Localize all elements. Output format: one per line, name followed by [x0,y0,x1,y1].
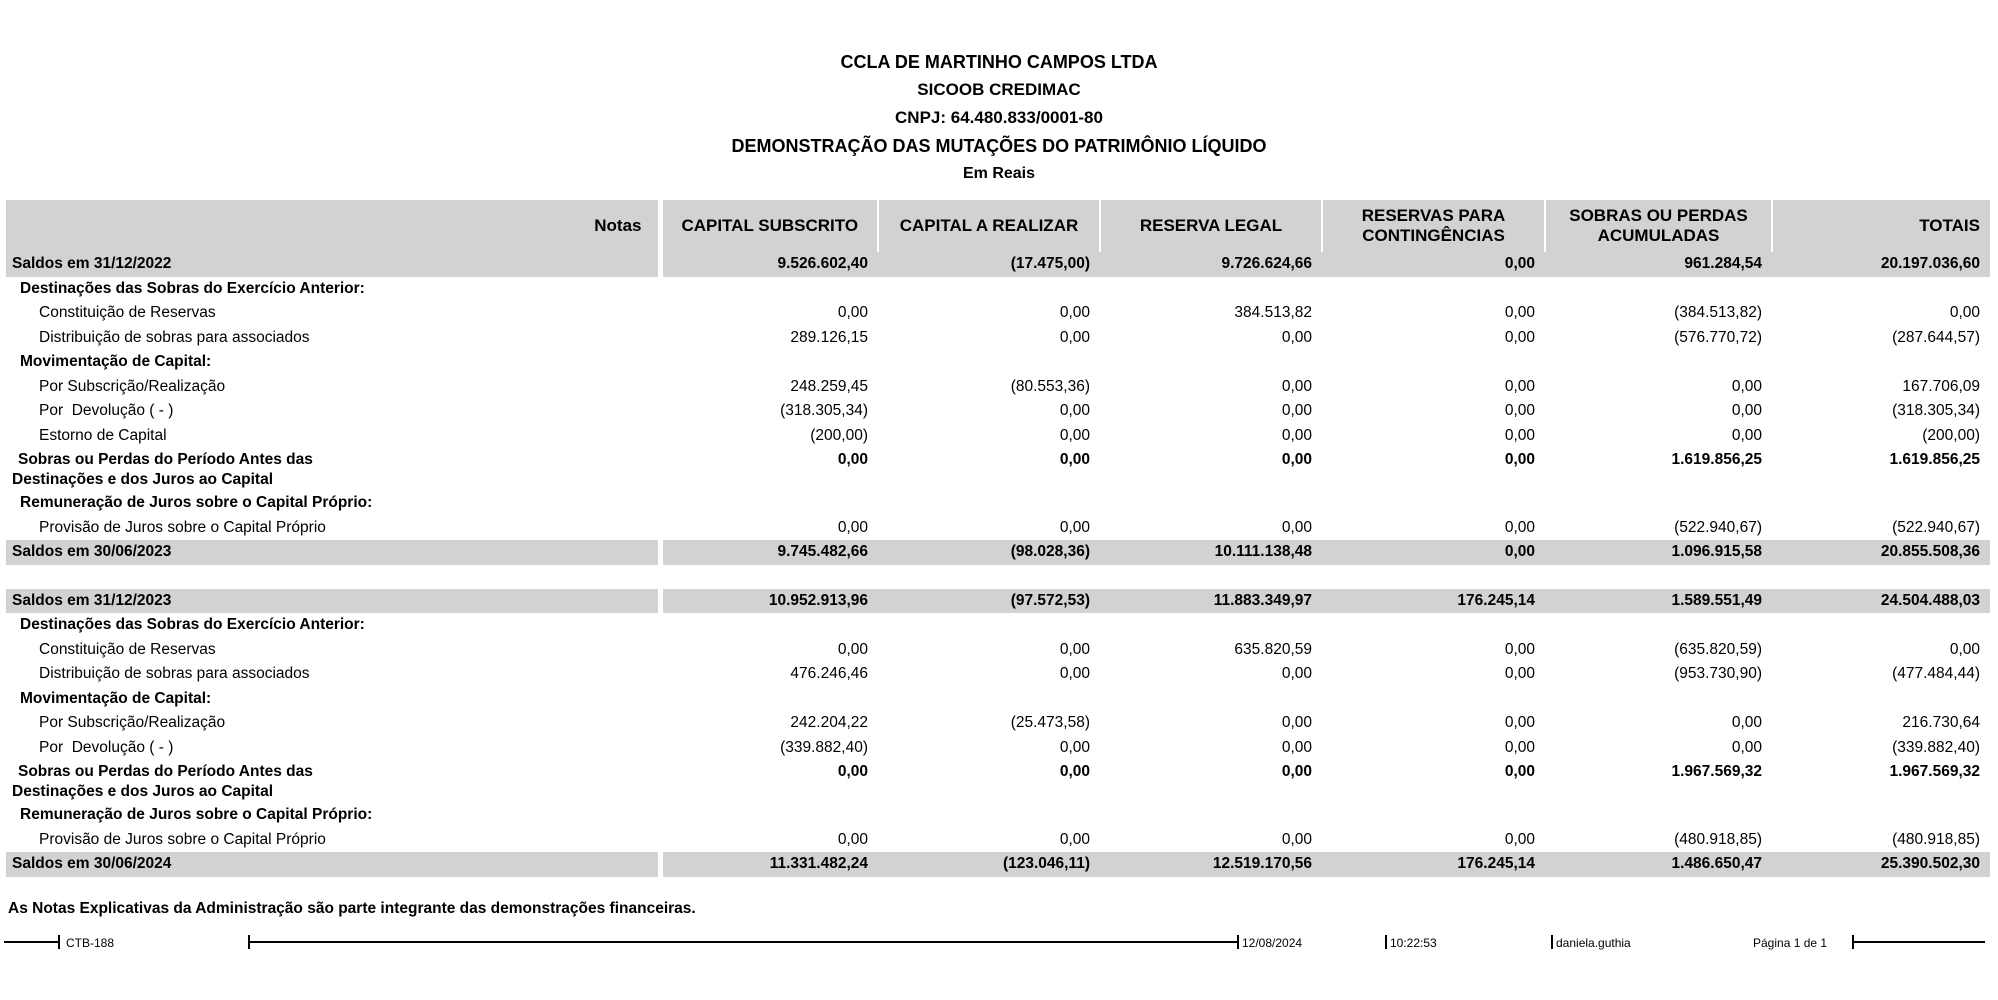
capital-subscrito-cell [660,613,878,638]
capital-subscrito-cell: 0,00 [837,304,868,322]
reservas-contingencias-cell: 0,00 [1504,665,1535,683]
notas-cell [500,760,660,803]
notas-cell [500,277,660,302]
table-row [6,301,1990,326]
capital-subscrito-cell: (200,00) [810,426,868,444]
reserva-legal-cell [1100,687,1322,712]
table-row [6,638,1990,663]
report-header [0,52,1998,192]
capital-subscrito-cell: 9.745.482,66 [660,540,878,565]
notas-cell [500,424,660,449]
capital-a-realizar-cell: 0,00 [1059,640,1090,658]
table-row [6,375,1990,400]
capital-a-realizar-cell [878,350,1100,375]
reserva-legal-cell [1100,803,1322,828]
totais-cell: 0,00 [1949,640,1980,658]
notas-cell [500,828,660,853]
row-label-cell: Destinações das Sobras do Exercício Anterior: [20,616,365,634]
capital-a-realizar-cell: 0,00 [1059,451,1090,468]
reservas-contingencias-cell: 176.245,14 [1322,589,1545,614]
column-header-totais: TOTAIS [1772,200,1990,252]
capital-subscrito-cell [660,491,878,516]
notas-cell [500,516,660,541]
table-row [6,424,1990,449]
totais-cell: (339.882,40) [1892,738,1980,756]
totais-cell: (200,00) [1922,426,1980,444]
capital-subscrito-cell: 248.259,45 [790,377,868,395]
reservas-contingencias-cell: 0,00 [1504,763,1535,780]
row-label-cell: Constituição de Reservas [39,304,216,322]
totais-cell: 1.967.569,32 [1889,763,1980,780]
table-row [6,687,1990,712]
totais-cell: (522.940,67) [1892,518,1980,536]
totais-cell [1772,613,1990,638]
sobras-perdas-acumuladas-cell [1545,491,1772,516]
capital-a-realizar-cell: 0,00 [1059,426,1090,444]
sobras-perdas-acumuladas-cell: (953.730,90) [1674,665,1762,683]
reservas-contingencias-cell: 0,00 [1504,304,1535,322]
notas-cell [500,638,660,663]
sobras-perdas-acumuladas-cell: 961.284,54 [1545,252,1772,277]
doc-code: CTB-188 [66,936,115,950]
sobras-perdas-acumuladas-cell [1545,687,1772,712]
capital-a-realizar-cell: 0,00 [1059,304,1090,322]
reservas-contingencias-cell: 0,00 [1504,714,1535,732]
notas-cell [500,326,660,351]
table-row [6,491,1990,516]
column-header-label [6,200,500,252]
row-label-cell: Sobras ou Perdas do Período Antes das Destinações e dos Juros ao Capital [12,451,313,488]
row-label-cell: Distribuição de sobras para associados [39,665,310,683]
notas-cell [500,540,660,565]
reservas-contingencias-cell: 0,00 [1504,426,1535,444]
table-row [6,736,1990,761]
totais-cell: (287.644,57) [1892,328,1980,346]
totais-cell [1772,277,1990,302]
capital-subscrito-cell: (318.305,34) [780,402,868,420]
notas-cell [500,491,660,516]
row-label-cell: Por Subscrição/Realização [39,377,226,395]
totais-cell: 216.730,64 [1902,714,1980,732]
sobras-perdas-acumuladas-cell: 0,00 [1731,714,1762,732]
capital-subscrito-cell: 0,00 [837,640,868,658]
sobras-perdas-acumuladas-cell: (480.918,85) [1674,830,1762,848]
reserva-legal-cell: 11.883.349,97 [1100,589,1322,614]
totais-cell: (480.918,85) [1892,830,1980,848]
reserva-legal-cell: 0,00 [1281,738,1312,756]
capital-subscrito-cell: 476.246,46 [790,665,868,683]
column-header-reserva-legal: RESERVA LEGAL [1100,200,1322,252]
capital-subscrito-cell: 242.204,22 [790,714,868,732]
reserva-legal-cell: 0,00 [1281,377,1312,395]
reservas-contingencias-cell [1322,491,1545,516]
table-body [6,252,1990,877]
capital-a-realizar-cell [878,491,1100,516]
reserva-legal-cell: 0,00 [1281,518,1312,536]
sobras-perdas-acumuladas-cell: (384.513,82) [1674,304,1762,322]
print-date: 12/08/2024 [1242,936,1303,950]
reserva-legal-cell: 384.513,82 [1234,304,1312,322]
notas-cell [500,350,660,375]
sobras-perdas-acumuladas-cell [1545,803,1772,828]
capital-a-realizar-cell: (80.553,36) [1010,377,1090,395]
capital-subscrito-cell: (339.882,40) [780,738,868,756]
capital-subscrito-cell: 0,00 [837,451,868,468]
notas-cell [500,852,660,877]
capital-a-realizar-cell: 0,00 [1059,328,1090,346]
row-label-cell: Constituição de Reservas [39,640,216,658]
reservas-contingencias-cell: 0,00 [1504,377,1535,395]
currency-note: Em Reais [962,165,1036,182]
capital-a-realizar-cell: (25.473,58) [1010,714,1090,732]
row-label-cell: Remuneração de Juros sobre o Capital Próprio: [20,494,373,512]
table-row [6,852,1990,877]
totais-cell: (318.305,34) [1892,402,1980,420]
reserva-legal-cell: 0,00 [1281,763,1312,780]
capital-a-realizar-cell: 0,00 [1059,763,1090,780]
sobras-perdas-acumuladas-cell [1545,350,1772,375]
reservas-contingencias-cell: 0,00 [1504,518,1535,536]
notas-cell [500,589,660,614]
totais-cell: 25.390.502,30 [1772,852,1990,877]
table-row [6,350,1990,375]
reserva-legal-cell: 0,00 [1281,328,1312,346]
column-header-capital-a-realizar: CAPITAL A REALIZAR [878,200,1100,252]
table-row [6,828,1990,853]
reservas-contingencias-cell [1322,613,1545,638]
sobras-perdas-acumuladas-cell [1545,277,1772,302]
reservas-contingencias-cell: 0,00 [1504,640,1535,658]
totais-cell: 1.619.856,25 [1889,451,1980,468]
explanatory-note: As Notas Explicativas da Administração são parte integrante das demonstrações financeiras. [8,900,696,917]
footer-rule-segment [250,941,1237,943]
reserva-legal-cell: 0,00 [1281,714,1312,732]
sobras-perdas-acumuladas-cell: 0,00 [1731,738,1762,756]
capital-a-realizar-cell [878,803,1100,828]
footer-tick [1385,935,1387,949]
capital-a-realizar-cell: (123.046,11) [878,852,1100,877]
footer-tick [1237,935,1239,949]
row-label-cell: Sobras ou Perdas do Período Antes das Destinações e dos Juros ao Capital [12,763,313,800]
reservas-contingencias-cell: 0,00 [1504,402,1535,420]
capital-a-realizar-cell: (98.028,36) [878,540,1100,565]
row-label-cell: Por Devolução ( - ) [39,402,174,420]
table-row [6,803,1990,828]
reservas-contingencias-cell: 0,00 [1504,451,1535,468]
row-label-cell: Provisão de Juros sobre o Capital Próprio [39,830,326,848]
footer-tick [1852,935,1854,949]
sobras-perdas-acumuladas-cell: 0,00 [1731,426,1762,444]
capital-subscrito-cell: 0,00 [837,763,868,780]
notas-cell [500,662,660,687]
row-label-cell: Remuneração de Juros sobre o Capital Próprio: [20,806,373,824]
sobras-perdas-acumuladas-cell: 0,00 [1731,402,1762,420]
totais-cell: 20.855.508,36 [1772,540,1990,565]
table-row [6,662,1990,687]
row-label-cell: Saldos em 31/12/2022 [6,252,500,277]
table-header-row [6,200,1990,252]
column-header-capital-subscrito: CAPITAL SUBSCRITO [660,200,878,252]
reserva-legal-cell: 0,00 [1281,665,1312,683]
footer-tick [248,935,250,949]
row-label-cell: Movimentação de Capital: [20,353,212,371]
row-label-cell: Destinações das Sobras do Exercício Anterior: [20,279,365,297]
reserva-legal-cell [1100,277,1322,302]
capital-subscrito-cell: 0,00 [837,518,868,536]
sobras-perdas-acumuladas-cell: 1.619.856,25 [1671,451,1762,468]
notas-cell [500,252,660,277]
reserva-legal-cell [1100,491,1322,516]
reserva-legal-cell: 0,00 [1281,426,1312,444]
footer-tick [1551,935,1553,949]
table-row [6,613,1990,638]
row-label-cell: Saldos em 30/06/2023 [6,540,500,565]
capital-subscrito-cell [660,277,878,302]
capital-a-realizar-cell: (17.475,00) [878,252,1100,277]
reservas-contingencias-cell: 0,00 [1504,738,1535,756]
page-indicator: Página 1 de 1 [1753,936,1828,950]
brand-name: SICOOB CREDIMAC [917,80,1081,99]
capital-a-realizar-cell [878,277,1100,302]
table-row [6,760,1990,803]
notas-cell [500,711,660,736]
reserva-legal-cell [1100,350,1322,375]
reservas-contingencias-cell: 0,00 [1322,252,1545,277]
sobras-perdas-acumuladas-cell: 0,00 [1731,377,1762,395]
column-header-sobras-perdas-acumuladas: SOBRAS OU PERDAS ACUMULADAS [1545,200,1772,252]
totais-cell: 24.504.488,03 [1772,589,1990,614]
capital-subscrito-cell [660,803,878,828]
notas-cell [500,399,660,424]
capital-subscrito-cell: 11.331.482,24 [660,852,878,877]
table-header [6,200,1990,252]
totais-cell: (477.484,44) [1892,665,1980,683]
print-user: daniela.guthia [1556,936,1631,950]
print-time: 10:22:53 [1390,936,1437,950]
capital-a-realizar-cell: 0,00 [1059,665,1090,683]
reserva-legal-cell: 0,00 [1281,830,1312,848]
reserva-legal-cell: 0,00 [1281,451,1312,468]
notas-cell [500,613,660,638]
sobras-perdas-acumuladas-cell: 1.967.569,32 [1671,763,1762,780]
table-row [6,711,1990,736]
reserva-legal-cell: 10.111.138,48 [1100,540,1322,565]
table-row [6,589,1990,614]
sobras-perdas-acumuladas-cell: 1.096.915,58 [1545,540,1772,565]
capital-subscrito-cell: 289.126,15 [790,328,868,346]
row-label-cell: Por Subscrição/Realização [39,714,226,732]
table-row [6,252,1990,277]
totais-cell [1772,803,1990,828]
footer-rule-segment [1852,941,1985,943]
notas-cell [500,736,660,761]
capital-subscrito-cell: 0,00 [837,830,868,848]
capital-a-realizar-cell [878,687,1100,712]
equity-mutations-table [6,200,1990,877]
capital-subscrito-cell [660,687,878,712]
cnpj-line: CNPJ: 64.480.833/0001-80 [895,108,1103,127]
notas-cell [500,375,660,400]
table-row [6,277,1990,302]
totais-cell: 167.706,09 [1902,377,1980,395]
spacer-row [6,565,1990,589]
reserva-legal-cell: 9.726.624,66 [1100,252,1322,277]
sobras-perdas-acumuladas-cell [1545,613,1772,638]
reservas-contingencias-cell: 0,00 [1504,328,1535,346]
footer-tick [58,935,60,949]
reservas-contingencias-cell [1322,803,1545,828]
notas-cell [500,687,660,712]
company-name: CCLA DE MARTINHO CAMPOS LTDA [840,52,1158,72]
table-row [6,399,1990,424]
capital-subscrito-cell: 10.952.913,96 [660,589,878,614]
row-label-cell: Estorno de Capital [39,426,167,444]
capital-subscrito-cell [660,350,878,375]
row-label-cell: Saldos em 31/12/2023 [6,589,500,614]
sobras-perdas-acumuladas-cell: 1.486.650,47 [1545,852,1772,877]
capital-a-realizar-cell: 0,00 [1059,830,1090,848]
capital-a-realizar-cell: (97.572,53) [878,589,1100,614]
row-label-cell: Movimentação de Capital: [20,689,212,707]
totais-cell: 20.197.036,60 [1772,252,1990,277]
sobras-perdas-acumuladas-cell: (522.940,67) [1674,518,1762,536]
notas-cell [500,803,660,828]
reservas-contingencias-cell: 176.245,14 [1322,852,1545,877]
reservas-contingencias-cell [1322,277,1545,302]
report-title: DEMONSTRAÇÃO DAS MUTAÇÕES DO PATRIMÔNIO LÍQUIDO [731,136,1267,156]
totais-cell [1772,350,1990,375]
totais-cell [1772,491,1990,516]
totais-cell [1772,687,1990,712]
row-label-cell: Por Devolução ( - ) [39,738,174,756]
notas-cell [500,301,660,326]
table-row [6,540,1990,565]
row-label-cell: Provisão de Juros sobre o Capital Próprio [39,518,326,536]
row-label-cell: Distribuição de sobras para associados [39,328,310,346]
reserva-legal-cell: 635.820,59 [1234,640,1312,658]
reservas-contingencias-cell: 0,00 [1322,540,1545,565]
row-label-cell: Saldos em 30/06/2024 [6,852,500,877]
footer-rule-segment [4,941,58,943]
column-header-reservas-contingencias: RESERVAS PARA CONTINGÊNCIAS [1322,200,1545,252]
reservas-contingencias-cell [1322,687,1545,712]
capital-a-realizar-cell: 0,00 [1059,402,1090,420]
column-header-notas: Notas [500,200,660,252]
table-row [6,326,1990,351]
table-row [6,448,1990,491]
sobras-perdas-acumuladas-cell: 1.589.551,49 [1545,589,1772,614]
sobras-perdas-acumuladas-cell: (635.820,59) [1674,640,1762,658]
capital-subscrito-cell: 9.526.602,40 [660,252,878,277]
totais-cell: 0,00 [1949,304,1980,322]
reserva-legal-cell: 0,00 [1281,402,1312,420]
table-row [6,516,1990,541]
reservas-contingencias-cell [1322,350,1545,375]
sobras-perdas-acumuladas-cell: (576.770,72) [1674,328,1762,346]
reservas-contingencias-cell: 0,00 [1504,830,1535,848]
notas-cell [500,448,660,491]
capital-a-realizar-cell: 0,00 [1059,518,1090,536]
reserva-legal-cell [1100,613,1322,638]
capital-a-realizar-cell [878,613,1100,638]
capital-a-realizar-cell: 0,00 [1059,738,1090,756]
reserva-legal-cell: 12.519.170,56 [1100,852,1322,877]
